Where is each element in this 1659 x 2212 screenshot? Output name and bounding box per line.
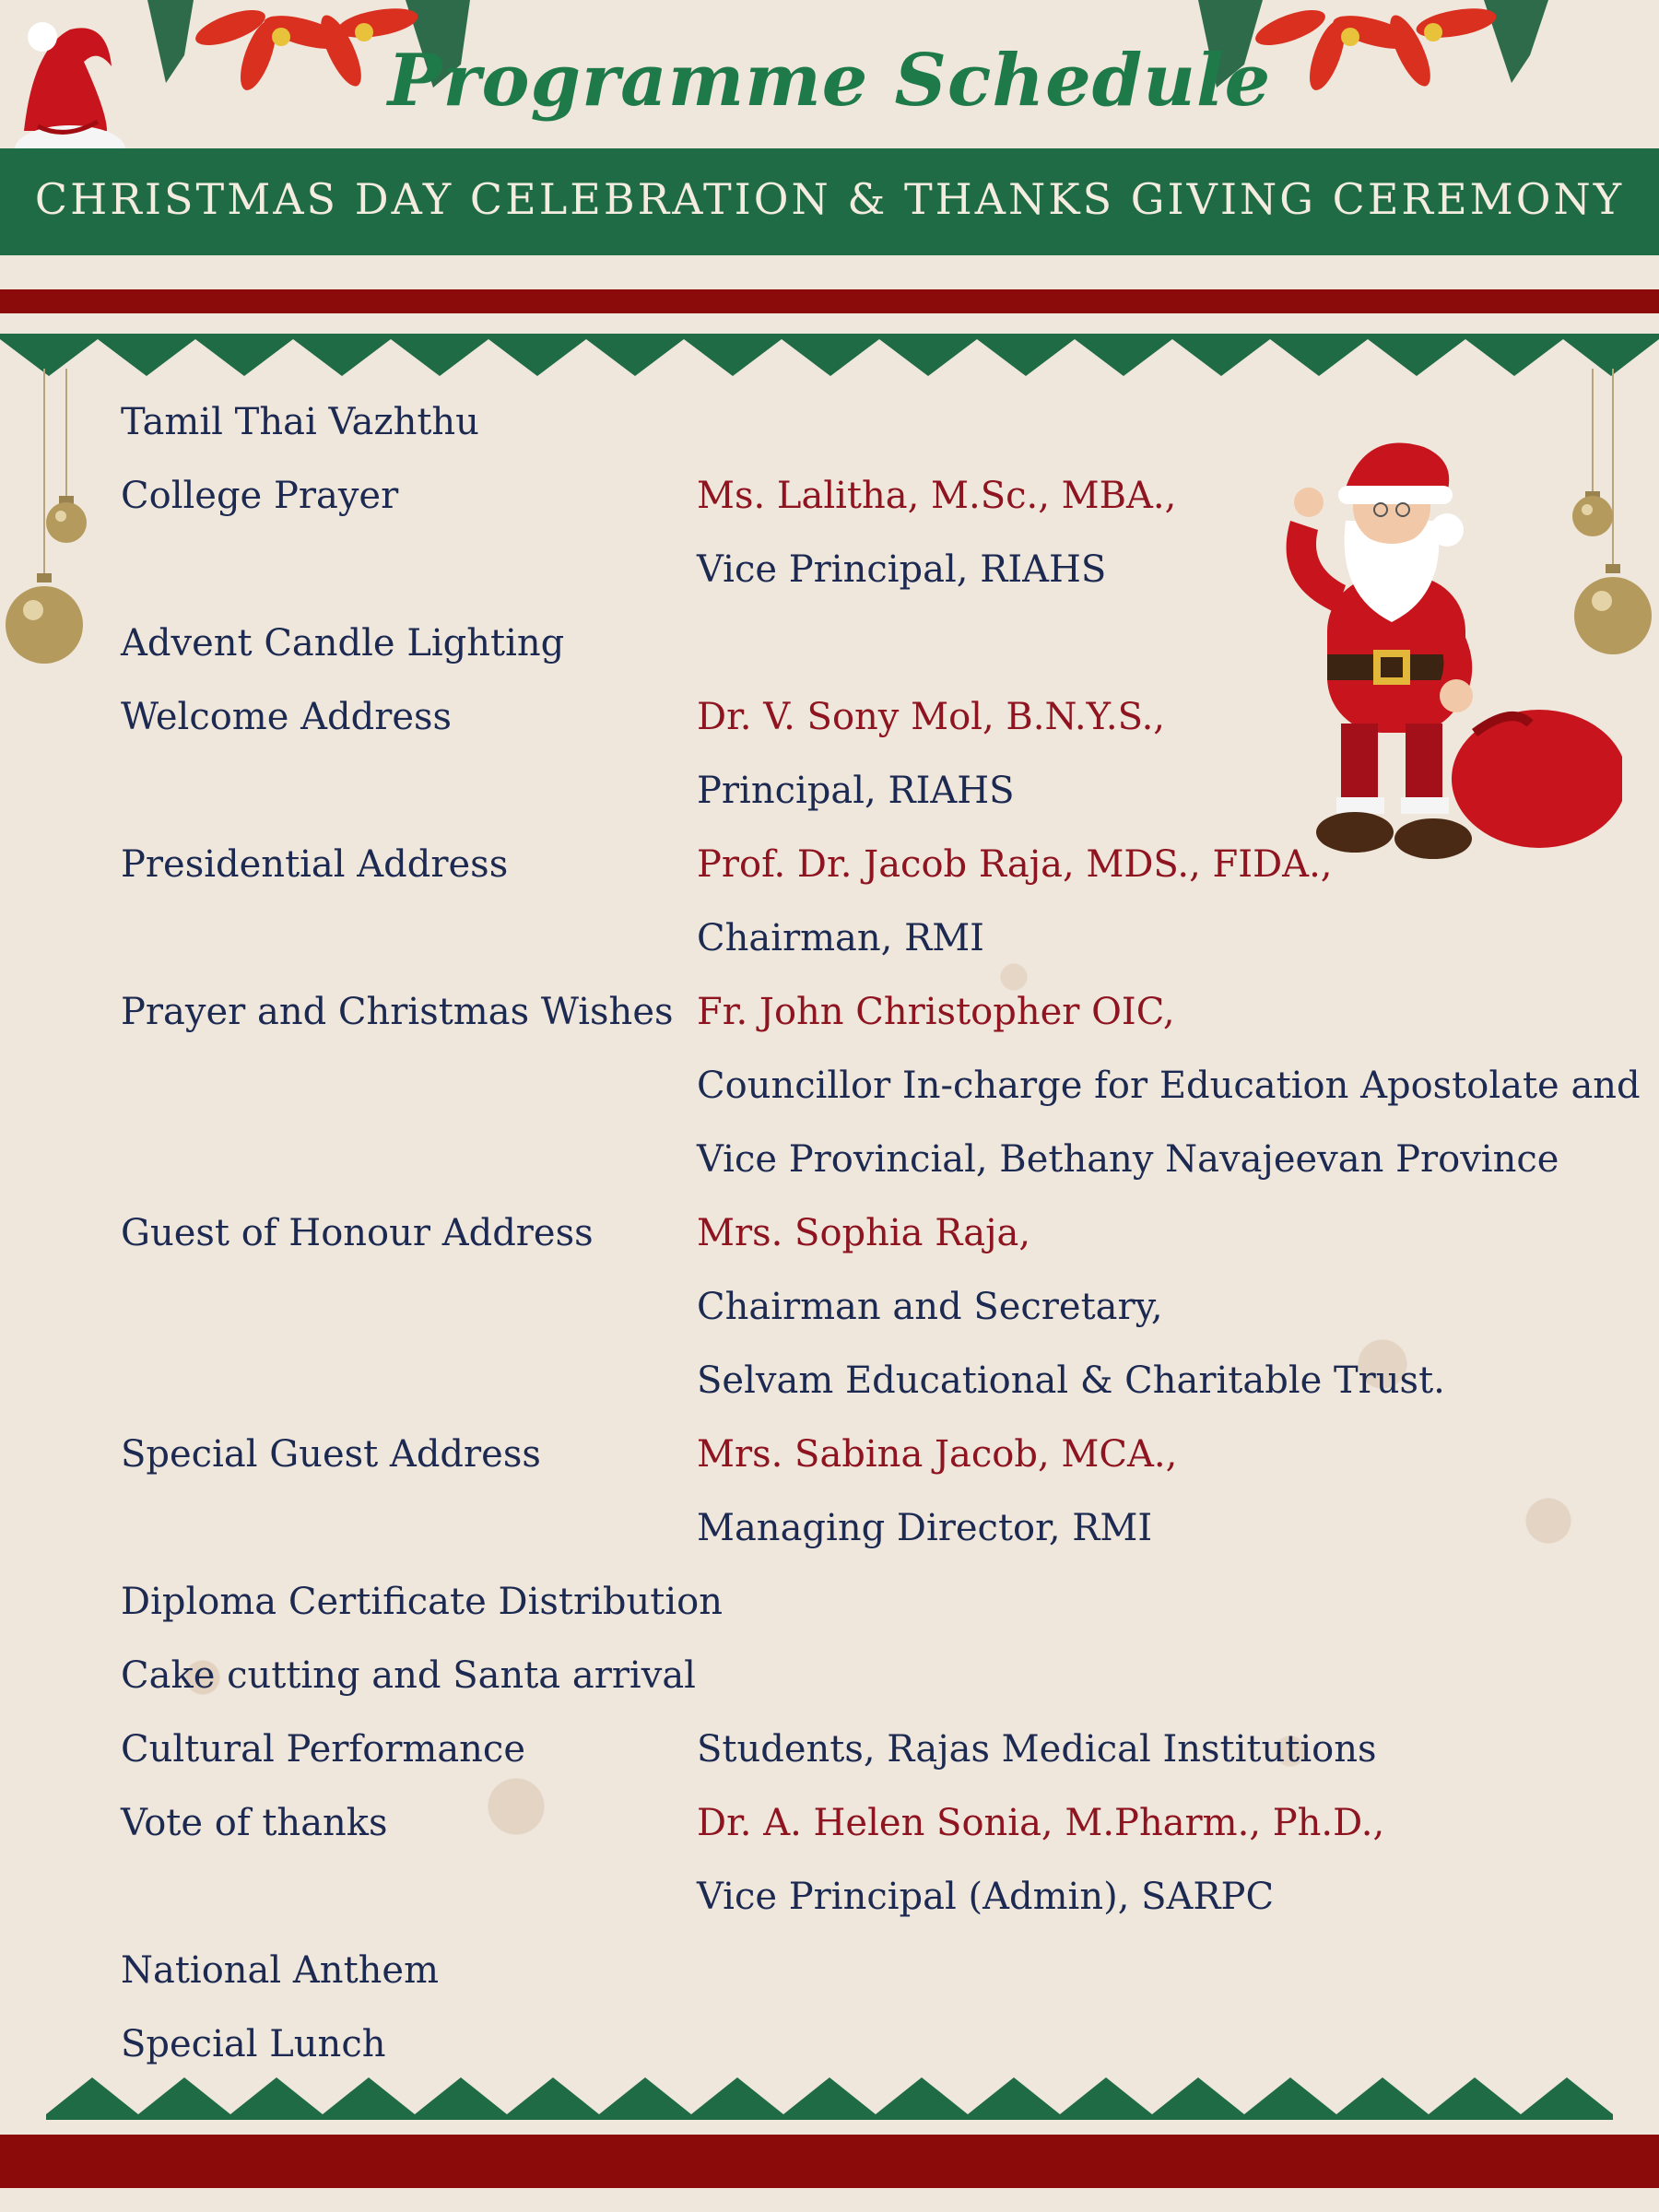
- schedule-event: Special Guest Address: [121, 1433, 541, 1476]
- schedule-event: Welcome Address: [121, 696, 453, 738]
- schedule-event: Prayer and Christmas Wishes: [121, 991, 674, 1033]
- schedule-detail: Principal, RIAHS: [697, 770, 1015, 812]
- schedule-speaker: Fr. John Christopher OIC,: [697, 991, 1175, 1033]
- schedule-detail: Vice Provincial, Bethany Navajeevan Province: [697, 1138, 1559, 1181]
- schedule-detail: Chairman, RMI: [697, 917, 984, 959]
- red-divider-bottom: [0, 2135, 1659, 2188]
- schedule-detail: Chairman and Secretary,: [697, 1286, 1163, 1328]
- schedule-event: Tamil Thai Vazhthu: [121, 401, 479, 443]
- schedule-event: Cultural Performance: [121, 1728, 526, 1771]
- schedule-speaker: Mrs. Sabina Jacob, MCA.,: [697, 1433, 1178, 1476]
- schedule-event: National Anthem: [121, 1949, 439, 1992]
- schedule-event: Guest of Honour Address: [121, 1212, 594, 1254]
- schedule-detail: Managing Director, RMI: [697, 1507, 1153, 1549]
- bunting-bottom: [0, 2077, 1659, 2120]
- schedule-speaker: Ms. Lalitha, M.Sc., MBA.,: [697, 475, 1177, 517]
- schedule-event: Presidential Address: [121, 843, 509, 886]
- schedule-speaker: Dr. V. Sony Mol, B.N.Y.S.,: [697, 696, 1166, 738]
- schedule-speaker: Prof. Dr. Jacob Raja, MDS., FIDA.,: [697, 843, 1333, 886]
- schedule-event: Special Lunch: [121, 2023, 386, 2065]
- schedule-speaker: Dr. A. Helen Sonia, M.Pharm., Ph.D.,: [697, 1802, 1385, 1844]
- schedule-speaker: Mrs. Sophia Raja,: [697, 1212, 1031, 1254]
- schedule-detail: Students, Rajas Medical Institutions: [697, 1728, 1377, 1771]
- schedule-event: College Prayer: [121, 475, 399, 517]
- event-banner: [0, 148, 1659, 255]
- schedule-detail: Councillor In-charge for Education Apostolate and: [697, 1065, 1641, 1107]
- schedule-detail: Vice Principal, RIAHS: [697, 548, 1107, 591]
- schedule-event: Cake cutting and Santa arrival: [121, 1654, 696, 1697]
- schedule-event: Vote of thanks: [121, 1802, 388, 1844]
- schedule-detail: Vice Principal (Admin), SARPC: [697, 1876, 1275, 1918]
- red-divider-top: [0, 289, 1659, 313]
- event-banner-text: CHRISTMAS DAY CELEBRATION & THANKS GIVING CEREMONY: [34, 174, 1625, 224]
- schedule-event: Diploma Certificate Distribution: [121, 1581, 723, 1623]
- schedule-event: Advent Candle Lighting: [121, 622, 565, 665]
- santa-claus-icon: [1235, 429, 1622, 871]
- bunting-top: [0, 334, 1659, 378]
- page-title: Programme Schedule: [387, 39, 1272, 123]
- ornament-ball-icon: [0, 369, 101, 673]
- schedule-detail: Selvam Educational & Charitable Trust.: [697, 1359, 1445, 1402]
